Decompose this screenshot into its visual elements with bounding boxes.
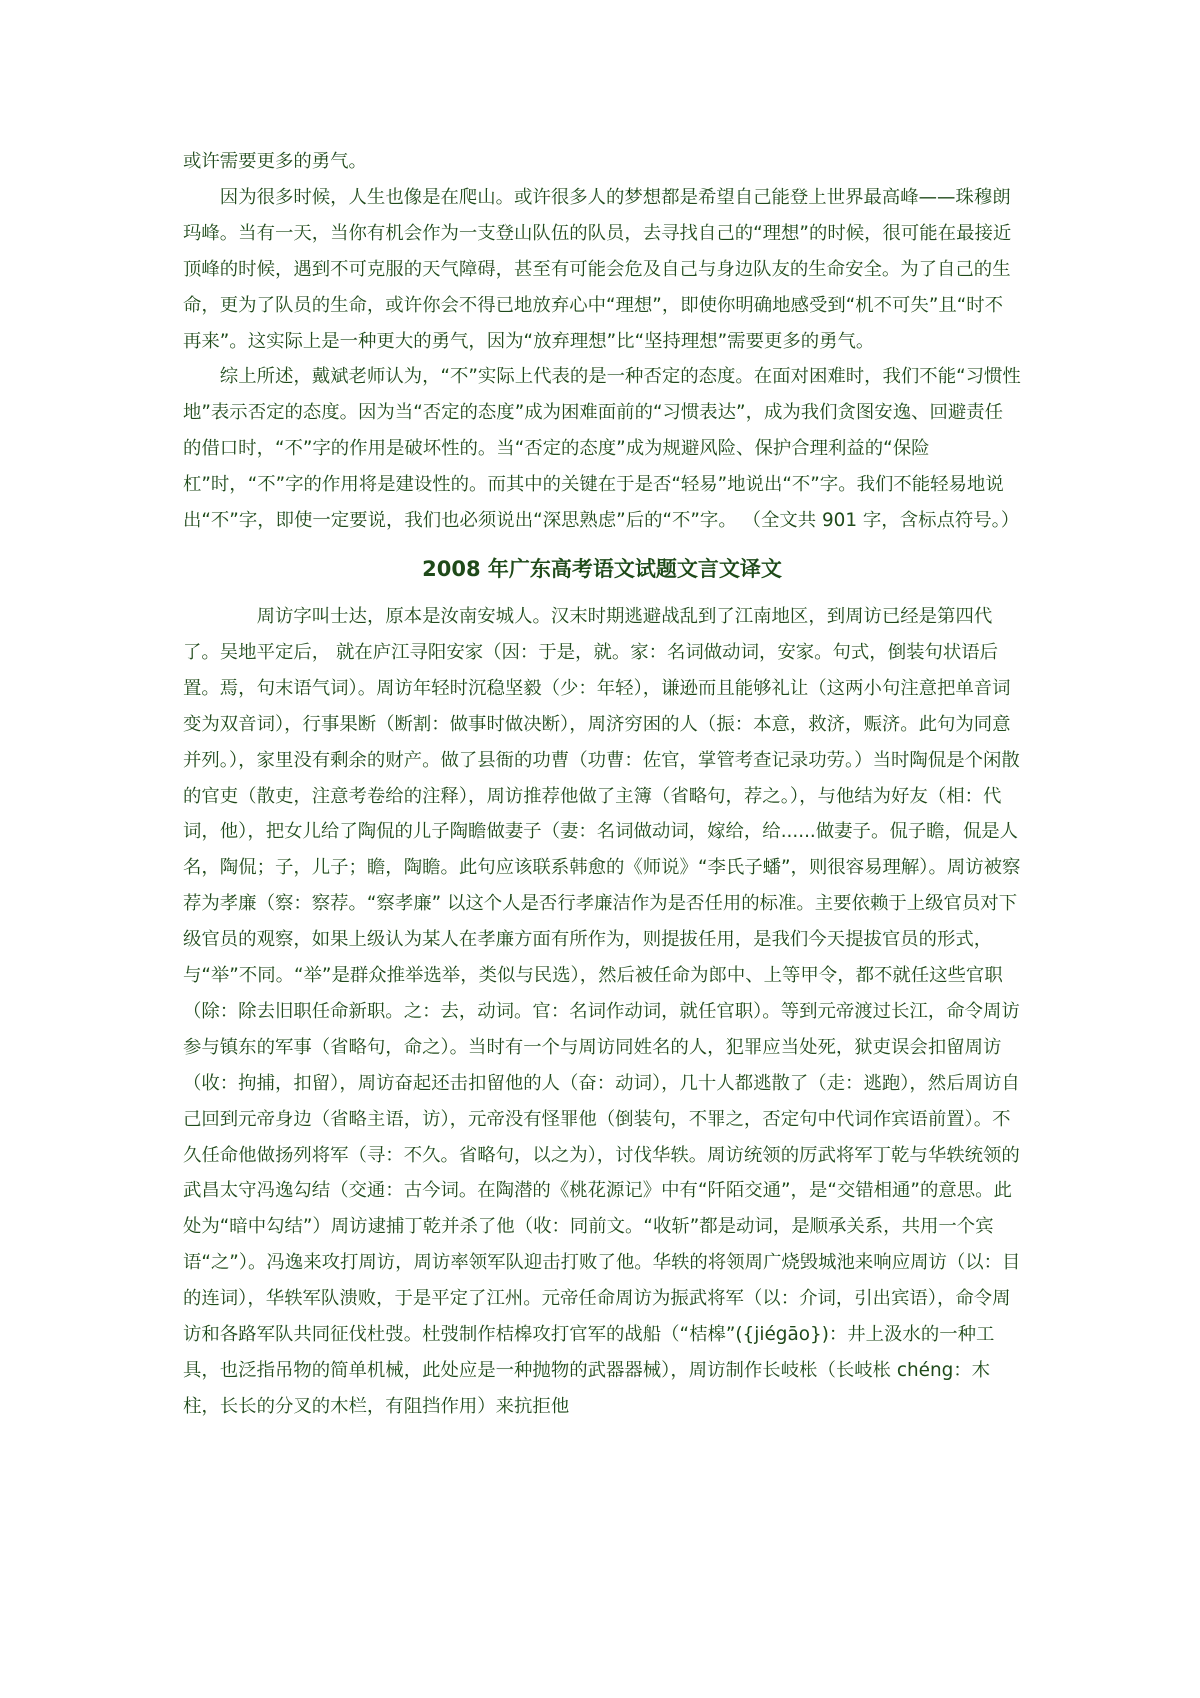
paragraph-continuation: 或许需要更多的勇气。 — [183, 151, 367, 172]
document-body — [183, 144, 1021, 1425]
paragraph-mountain: 因为很多时候，人生也像是在爬山。或许很多人的梦想都是希望自己能登上世界最高峰——珠穆朗玛峰。当有一天，当你有机会作为一支登山队伍的队员，去寻找自己的“理想”的时候，很可能在最接近顶峰的时候，遇到不可克服的天气障碍，甚至有可能会危及自己与身边队友的生命安全。为了自己的生命，更为了队员的生命，或许你会不得已地放弃心中“理想”，即使你明确地感受到“机不可失”且“时不再来”。这实际上是一种更大的勇气，因为“放弃理想”比“坚持理想”需要更多的勇气。 — [183, 186, 1012, 352]
section-title: 2008 年广东高考语文试题文言文译文 — [422, 556, 782, 581]
paragraph-translation: 周访字叫士达，原本是汝南安城人。汉末时期逃避战乱到了江南地区，到周访已经是第四代了。吴地平定后， 就在庐江寻阳安家（因：于是，就。家：名词做动词，安家。句式，倒装句状语后置。焉，句末语气词）。周访年轻时沉稳坚毅（少：年轻），谦逊而且能够礼让（这两小句注意把单音词变为双音词），行事果断（断割：做事时做决断），周济穷困的人（振：本意，救济，赈济。此句为同意并列。），家里没有剩余的财产。做了县衙的功曹（功曹：佐官，掌管考查记录功劳。）当时陶侃是个闲散的官吏（散吏，注意考卷给的注释），周访推荐他做了主簿（省略句，荐之。），与他结为好友（相：代词，他），把女儿给了陶侃的儿子陶瞻做妻子（妻：名词做动词，嫁给，给......做妻子。侃子瞻，侃是人名，陶侃；子，儿子；瞻，陶瞻。此句应该联系韩愈的《师说》“李氏子蟠”，则很容易理解）。周访被察荐为孝廉（察：察荐。“察孝廉” 以这个人是否行孝廉洁作为是否任用的标准。主要依赖于上级官员对下级官员的观察，如果上级认为某人在孝廉方面有所作为，则提拔任用，是我们今天提拔官员的形式，与“举”不同。“举”是群众推举选举，类似与民选），然后被任命为郎中、上等甲令，都不就任这些官职（除：除去旧职任命新职。之：去，动词。官：名词作动词，就任官职）。等到元帝渡过长江，命令周访参与镇东的军事（省略句，命之）。当时有一个与周访同姓名的人，犯罪应当处死，狱吏误会扣留周访（收：拘捕，扣留），周访奋起还击扣留他的人（奋：动词），几十人都逃散了（走：逃跑），然后周访自己回到元帝身边（省略主语，访），元帝没有怪罪他（倒装句，不罪之，否定句中代词作宾语前置）。不久任命他做扬列将军（寻：不久。省略句，以之为），讨伐华轶。周访统领的厉武将军丁乾与华轶统领的武昌太守冯逸勾结（交通：古今词。在陶潜的《桃花源记》中有“阡陌交通”，是“交错相通”的意思。此处为“暗中勾结”）周访逮捕丁乾并杀了他（收：同前文。“收斩”都是动词，是顺承关系，共用一个宾语“之”）。冯逸来攻打周访，周访率领军队迎击打败了他。华轶的将领周广烧毁城池来响应周访（以：目的连词），华轶军队溃败，于是平定了江州。元帝任命周访为振武将军（以：介词，引出宾语），命令周访和各路军队共同征伐杜弢。杜弢制作桔槔攻打官军的战船（“桔槔”({jiégāo})：井上汲水的一种工具，也泛指吊物的简单机械，此处应是一种抛物的武器器械），周访制作长岐枨（长岐枨 chéng：木柱，长长的分叉的木栏，有阻挡作用）来抗拒他 — [183, 605, 1021, 1417]
paragraph-conclusion: 综上所述，戴斌老师认为，“不”实际上代表的是一种否定的态度。在面对困难时，我们不能“习惯性地”表示否定的态度。因为当“否定的态度”成为困难面前的“习惯表达”，成为我们贪图安逸、回避责任的借口时，“不”字的作用是破坏性的。当“否定的态度”成为规避风险、保护合理利益的“保险杠”时，“不”字的作用将是建设性的。而其中的关键在于是否“轻易”地说出“不”字。我们不能轻易地说出“不”字，即使一定要说，我们也必须说出“深思熟虑”后的“不”字。 （全文共 901 字，含标点符号。） — [183, 366, 1021, 532]
